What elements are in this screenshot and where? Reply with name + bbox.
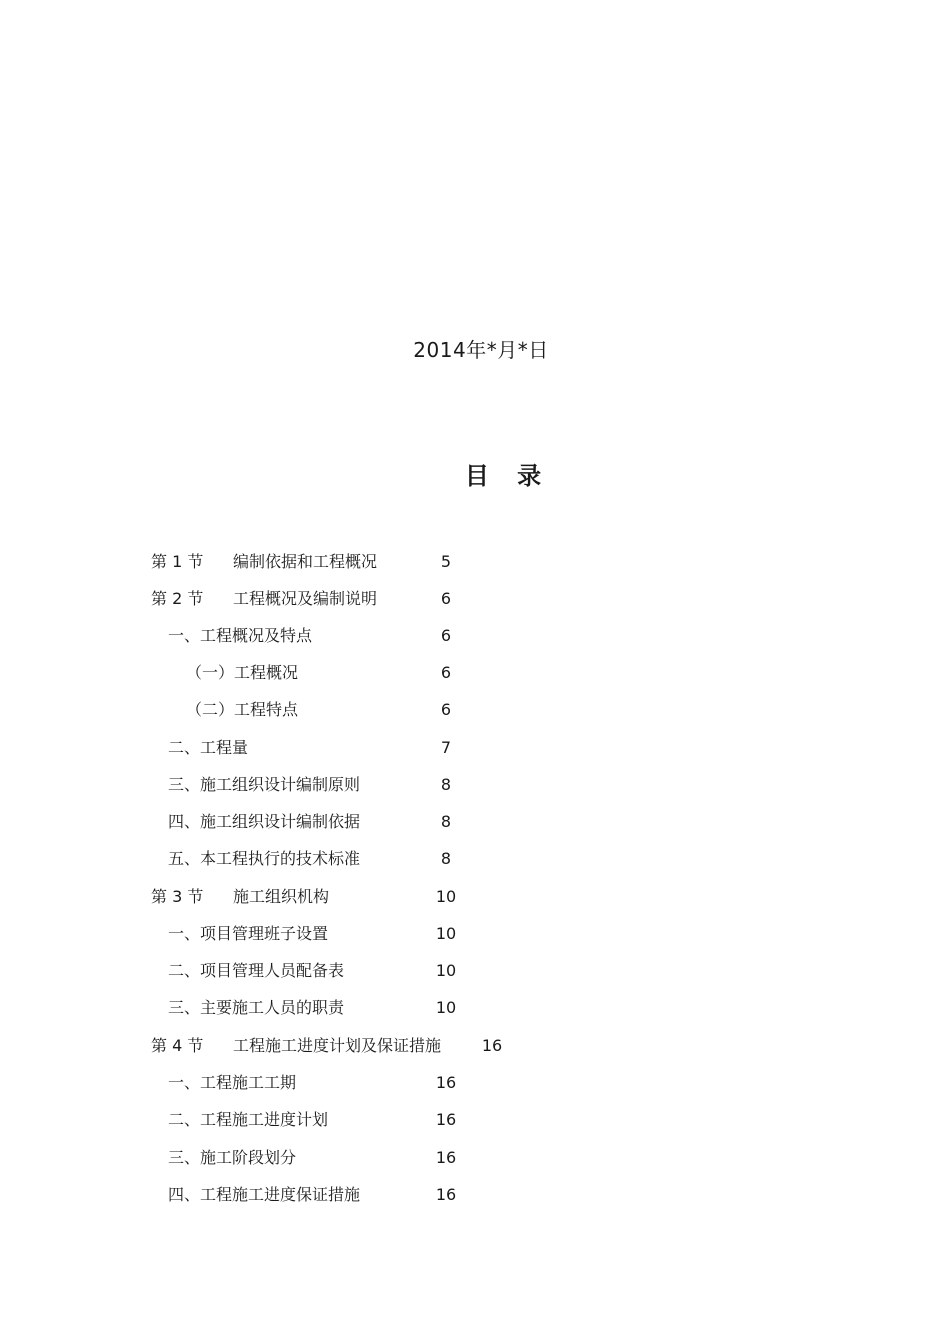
toc-entry-title: 二、项目管理人员配备表 — [168, 961, 345, 980]
toc-entry-title: 一、项目管理班子设置 — [168, 924, 329, 943]
toc-entry-title: 四、施工组织设计编制依据 — [168, 812, 361, 831]
toc-section-number: 第 3 节 — [151, 887, 204, 906]
toc-entry-title: 三、施工阶段划分 — [168, 1148, 297, 1167]
toc-page-number: 8 — [440, 812, 452, 831]
toc-entry-title: 二、工程施工进度计划 — [168, 1110, 329, 1129]
toc-page-number: 10 — [435, 924, 457, 943]
toc-page-number: 7 — [440, 738, 452, 757]
toc-page-number: 10 — [435, 998, 457, 1017]
toc-section-number: 第 1 节 — [151, 552, 204, 571]
toc-entry-title: 一、工程概况及特点 — [168, 626, 313, 645]
toc-page-number: 6 — [440, 663, 452, 682]
toc-page-number: 16 — [435, 1073, 457, 1092]
toc-entry-title: 工程施工进度计划及保证措施 — [233, 1036, 442, 1055]
toc-page-number: 10 — [435, 961, 457, 980]
document-date: 2014年*月*日 — [413, 338, 549, 362]
toc-entry-title: （一）工程概况 — [186, 663, 299, 682]
toc-entry-title: 四、工程施工进度保证措施 — [168, 1185, 361, 1204]
toc-entry-title: 一、工程施工工期 — [168, 1073, 297, 1092]
toc-page-number: 6 — [440, 700, 452, 719]
toc-heading: 目 录 — [464, 462, 552, 490]
toc-page-number: 6 — [440, 626, 452, 645]
toc-section-number: 第 2 节 — [151, 589, 204, 608]
toc-entry-title: 三、施工组织设计编制原则 — [168, 775, 361, 794]
toc-page-number: 5 — [440, 552, 452, 571]
toc-entry-title: 二、工程量 — [168, 738, 249, 757]
toc-page-number: 6 — [440, 589, 452, 608]
toc-entry-title: 施工组织机构 — [233, 887, 330, 906]
toc-entry-title: 五、本工程执行的技术标准 — [168, 849, 361, 868]
toc-page-number: 8 — [440, 775, 452, 794]
toc-entry-title: 三、主要施工人员的职责 — [168, 998, 345, 1017]
toc-entry-title: 编制依据和工程概况 — [233, 552, 378, 571]
toc-page-number: 16 — [435, 1185, 457, 1204]
toc-entry-title: 工程概况及编制说明 — [233, 589, 378, 608]
toc-page-number: 16 — [435, 1148, 457, 1167]
toc-page-number: 10 — [435, 887, 457, 906]
toc-entry-title: （二）工程特点 — [186, 700, 299, 719]
toc-section-number: 第 4 节 — [151, 1036, 204, 1055]
toc-page-number: 16 — [481, 1036, 503, 1055]
toc-page-number: 8 — [440, 849, 452, 868]
toc-page-number: 16 — [435, 1110, 457, 1129]
